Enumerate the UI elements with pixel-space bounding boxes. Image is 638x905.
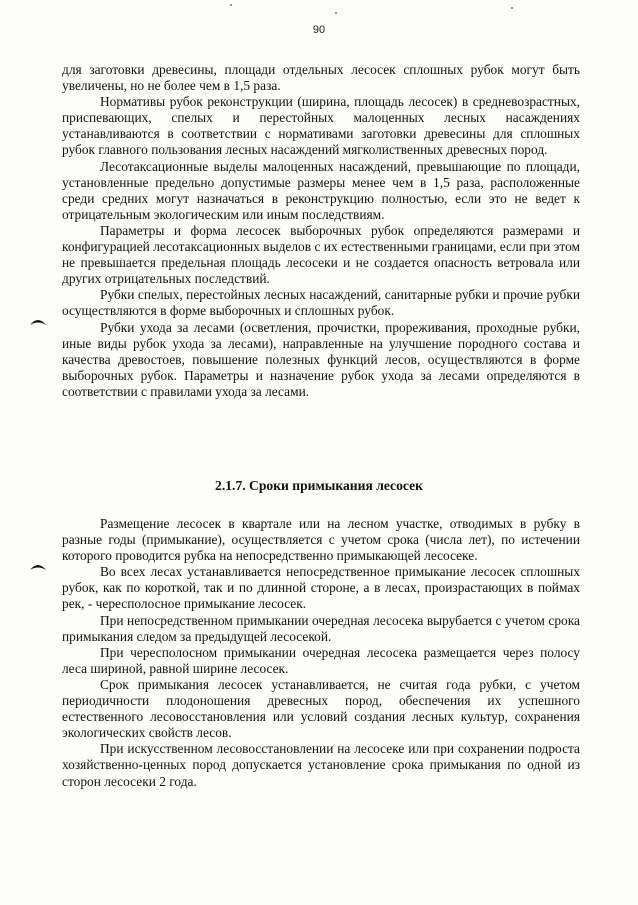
- binder-hole-mark-icon: [30, 562, 46, 570]
- paragraph: Лесотаксационные выделы малоценных насаждений, превышающие по площади, установленные предельно допустимые размеры менее чем в 1,5 раза, расположенные среди средних могут назначаться в реконструкцию полностью, если это не ведет к отрицательным экологическим или иным последствиям.: [62, 158, 580, 222]
- paragraph: Срок примыкания лесосек устанавливается, не считая года рубки, с учетом периодичности плодоношения древесных пород, обеспечения их успешного естественного лесовосстановления или условий создания лесных культур, сохранения экологических свойств лесов.: [62, 676, 580, 741]
- paragraph: Рубки ухода за лесами (осветления, прочистки, прореживания, проходные рубки, иные виды рубок ухода за лесами), направленные на улучшение породного состава и качества древостоев, повышение полезных функций лесов, осуществляются в форме выборочных рубок. Параметры и назначение рубок ухода за лесами определяются в соответствии с правилами ухода за лесами.: [62, 319, 580, 399]
- paragraph: Во всех лесах устанавливается непосредственное примыкание лесосек сплошных рубок, как по короткой, так и по длинной стороне, а в лесах, произрастающих в поймах рек, - чересполосное примыкание лесосек.: [62, 564, 580, 612]
- body-text-bottom: [62, 516, 580, 790]
- binder-hole-mark-icon: [30, 317, 46, 325]
- scan-speck: [230, 4, 232, 6]
- scan-speck: [511, 7, 513, 9]
- paragraph: Рубки спелых, перестойных лесных насаждений, санитарные рубки и прочие рубки осуществляются в форме выборочных и сплошных рубок.: [62, 287, 580, 319]
- paragraph: При непосредственном примыкании очередная лесосека вырубается с учетом срока примыкания следом за предыдущей лесосекой.: [62, 612, 580, 644]
- paragraph: Размещение лесосек в квартале или на лесном участке, отводимых в рубку в разные годы (примыкание), осуществляется с учетом срока (числа лет), по истечении которого проводится рубка на непосредственно примыкающей лесосеке.: [62, 516, 580, 564]
- scan-speck: [335, 12, 337, 14]
- paragraph: При искусственном лесовосстановлении на лесосеке или при сохранении подроста хозяйственно-ценных пород допускается установление срока примыкания по одной из сторон лесосеки 2 года.: [62, 741, 580, 789]
- body-text-top: [62, 62, 580, 400]
- paragraph: для заготовки древесины, площади отдельных лесосек сплошных рубок могут быть увеличены, но не более чем в 1,5 раза.: [62, 62, 580, 94]
- page-number: 90: [312, 24, 326, 36]
- paragraph: При чересполосном примыкании очередная лесосека размещается через полосу леса шириной, равной ширине лесосек.: [62, 644, 580, 676]
- section-heading: 2.1.7. Сроки примыкания лесосек: [215, 478, 423, 493]
- paragraph: Параметры и форма лесосек выборочных рубок определяются размерами и конфигурацией лесотаксационных выделов с их естественными границами, если при этом не превышается предельная площадь лесосеки и не создается опасность ветровала или других отрицательных последствий.: [62, 222, 580, 287]
- paragraph: Нормативы рубок реконструкции (ширина, площадь лесосек) в средневозрастных, приспевающих, спелых и перестойных малоценных лесных насаждениях устанавливаются в соответствии с нормативами заготовки древесины для сплошных рубок главного пользования лесных насаждений мягколиственных древесных пород.: [62, 94, 580, 158]
